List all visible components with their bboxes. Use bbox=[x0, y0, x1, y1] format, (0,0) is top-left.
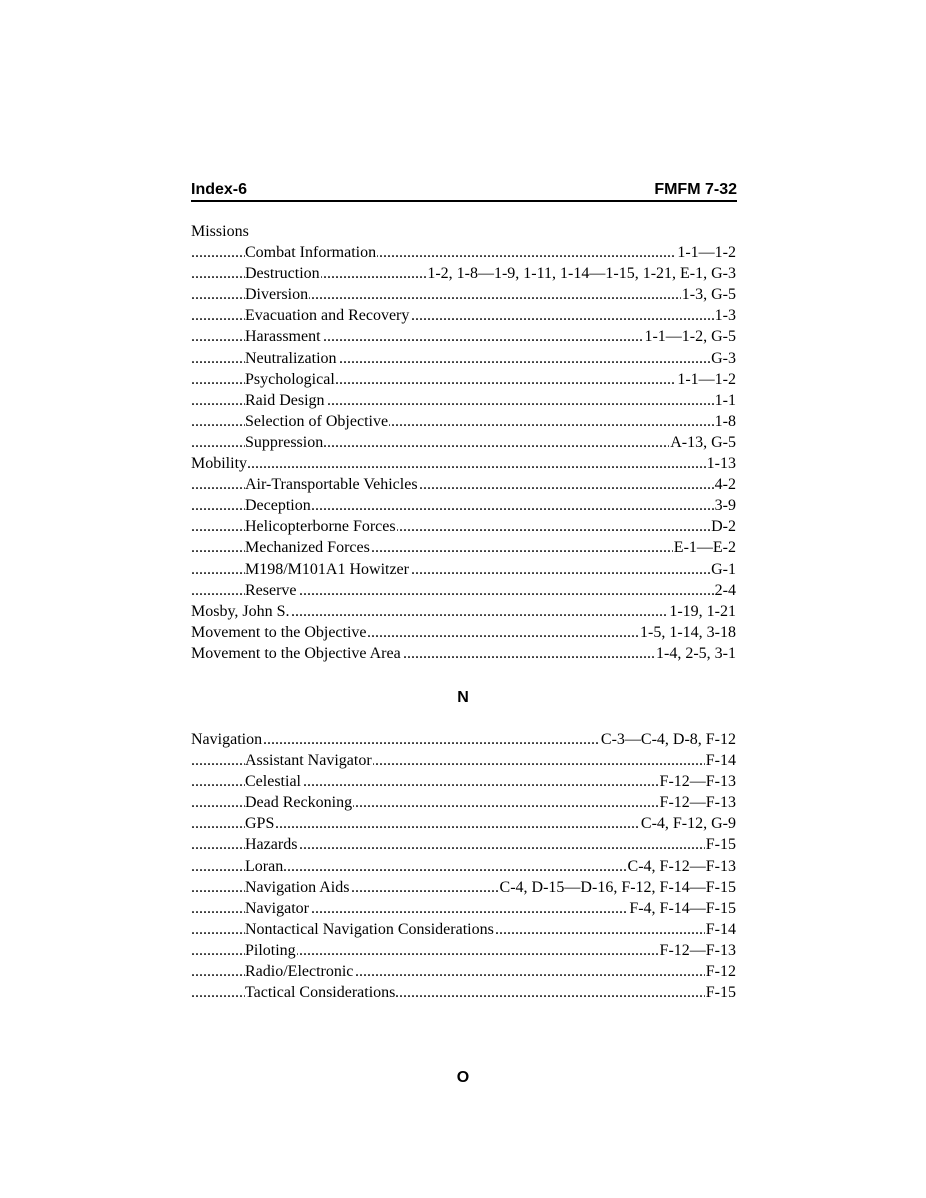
section-letter-o: O bbox=[456, 1069, 470, 1086]
index-entry bbox=[191, 263, 736, 284]
index-entry-label: Suppression bbox=[245, 433, 324, 451]
index-entry-pages: F-12—F-13 bbox=[659, 792, 736, 813]
index-entry bbox=[191, 622, 736, 643]
index-entry-label: Movement to the Objective bbox=[191, 623, 367, 641]
index-entry-pages: C-3—C-4, D-8, F-12 bbox=[600, 729, 736, 750]
index-entry-pages: D-2 bbox=[710, 516, 736, 537]
index-entry-label: Reserve bbox=[245, 581, 297, 599]
index-entry-label: GPS bbox=[245, 815, 275, 833]
index-entry-label: Destruction bbox=[245, 265, 320, 283]
index-entry-pages: 4-2 bbox=[714, 474, 736, 495]
index-entry-label: Selection of Objective bbox=[245, 412, 389, 430]
index-section-m bbox=[191, 221, 736, 664]
document-title: FMFM 7-32 bbox=[654, 181, 737, 198]
index-entry bbox=[191, 305, 736, 326]
index-section-n bbox=[191, 729, 736, 1003]
index-entry-label: Evacuation and Recovery bbox=[245, 307, 410, 325]
index-entry-label: Tactical Considerations bbox=[245, 984, 396, 1002]
index-entry-label: Navigator bbox=[245, 899, 309, 917]
index-entry-label: Hazards bbox=[245, 836, 298, 854]
index-entry-label: Navigation bbox=[191, 731, 263, 748]
index-entry bbox=[191, 643, 736, 664]
index-entry bbox=[191, 877, 736, 898]
index-entry-label: Raid Design bbox=[245, 391, 325, 409]
index-entry bbox=[191, 326, 736, 347]
index-entry bbox=[191, 516, 736, 537]
index-entry bbox=[191, 982, 736, 1003]
index-entry-pages: 1-19, 1-21 bbox=[668, 601, 736, 622]
index-entry-label: Loran bbox=[245, 857, 284, 875]
index-entry-pages: 3-9 bbox=[714, 495, 736, 516]
index-entry-label: Combat Information bbox=[245, 244, 377, 262]
index-entry-pages: 1-3, G-5 bbox=[681, 284, 736, 305]
index-entry bbox=[191, 411, 736, 432]
index-entry bbox=[191, 221, 736, 242]
index-entry bbox=[191, 348, 736, 369]
index-entry bbox=[191, 856, 736, 877]
index-entry-label: Dead Reckoning bbox=[245, 794, 353, 812]
index-entry-pages: 1-1—1-2, G-5 bbox=[643, 326, 736, 347]
index-entry-pages: C-4, F-12, G-9 bbox=[640, 813, 736, 834]
index-entry-label: Celestial bbox=[245, 773, 301, 791]
index-entry-label: Psychological bbox=[245, 370, 335, 388]
index-entry bbox=[191, 750, 736, 771]
index-entry-label: M198/M101A1 Howitzer bbox=[245, 560, 409, 578]
index-entry bbox=[191, 453, 736, 474]
index-entry-label: Air-Transportable Vehicles bbox=[245, 476, 418, 494]
index-entry-pages: 2-4 bbox=[714, 580, 736, 601]
index-entry bbox=[191, 580, 736, 601]
index-entry-label: Radio/Electronic bbox=[245, 963, 354, 981]
index-entry-pages: F-15 bbox=[705, 982, 736, 1003]
page-number: Index-6 bbox=[191, 181, 248, 198]
index-entry bbox=[191, 601, 736, 622]
index-entry bbox=[191, 432, 736, 453]
index-entry-pages: 1-1—1-2 bbox=[676, 242, 736, 263]
index-entry-pages: 1-1 bbox=[714, 390, 736, 411]
index-entry-label: Assistant Navigator bbox=[245, 752, 372, 770]
index-entry-label: Mosby, John S. bbox=[191, 602, 290, 620]
index-entry-pages: 1-5, 1-14, 3-18 bbox=[639, 622, 736, 643]
index-entry-pages: G-1 bbox=[710, 559, 736, 580]
index-entry-pages: E-1—E-2 bbox=[673, 537, 736, 558]
index-entry bbox=[191, 961, 736, 982]
index-entry bbox=[191, 390, 736, 411]
index-entry bbox=[191, 919, 736, 940]
index-entry-pages: 1-4, 2-5, 3-1 bbox=[655, 643, 736, 664]
index-entry bbox=[191, 242, 736, 263]
index-entry-label: Diversion bbox=[245, 286, 309, 304]
index-entry-pages: F-12—F-13 bbox=[659, 940, 736, 961]
index-entry bbox=[191, 834, 736, 855]
index-entry-label: Movement to the Objective Area bbox=[191, 644, 401, 662]
index-entry-label: Piloting bbox=[245, 941, 296, 959]
index-entry-pages: F-15 bbox=[705, 834, 736, 855]
index-entry-label: Deception bbox=[245, 497, 311, 515]
index-entry-label: Harassment bbox=[245, 328, 321, 346]
index-entry bbox=[191, 284, 736, 305]
index-entry-pages: C-4, D-15—D-16, F-12, F-14—F-15 bbox=[499, 877, 736, 898]
index-entry bbox=[191, 792, 736, 813]
index-entry bbox=[191, 369, 736, 390]
index-entry bbox=[191, 813, 736, 834]
index-entry-label: Navigation Aids bbox=[245, 878, 350, 896]
index-entry-pages: 1-8 bbox=[714, 411, 736, 432]
index-entry-pages: F-14 bbox=[705, 919, 736, 940]
index-entry-pages: 1-1—1-2 bbox=[676, 369, 736, 390]
index-entry-label: Nontactical Navigation Considerations bbox=[245, 920, 494, 938]
index-entry-pages: A-13, G-5 bbox=[669, 432, 736, 453]
index-entry-pages: C-4, F-12—F-13 bbox=[627, 856, 736, 877]
index-entry-pages: F-4, F-14—F-15 bbox=[628, 898, 736, 919]
index-entry bbox=[191, 537, 736, 558]
index-entry bbox=[191, 559, 736, 580]
index-entry bbox=[191, 474, 736, 495]
index-entry bbox=[191, 771, 736, 792]
index-entry bbox=[191, 898, 736, 919]
section-letter-n: N bbox=[457, 689, 469, 706]
index-entry-pages: F-14 bbox=[705, 750, 736, 771]
index-entry-pages: 1-13 bbox=[706, 453, 736, 474]
index-entry-pages: 1-3 bbox=[714, 305, 736, 326]
index-entry-label: Missions bbox=[191, 223, 249, 240]
index-entry-pages: G-3 bbox=[710, 348, 736, 369]
index-entry-label: Mechanized Forces bbox=[245, 539, 370, 557]
index-entry-label: Helicopterborne Forces bbox=[245, 518, 396, 536]
index-entry bbox=[191, 729, 736, 750]
index-entry-label: Mobility bbox=[191, 455, 248, 473]
index-entry bbox=[191, 495, 736, 516]
index-entry-pages: F-12 bbox=[705, 961, 736, 982]
index-entry-pages: F-12—F-13 bbox=[659, 771, 736, 792]
page-header bbox=[191, 180, 737, 202]
index-entry bbox=[191, 940, 736, 961]
index-entry-label: Neutralization bbox=[245, 349, 337, 367]
index-entry-pages: 1-2, 1-8—1-9, 1-11, 1-14—1-15, 1-21, E-1, G-3 bbox=[426, 263, 736, 284]
